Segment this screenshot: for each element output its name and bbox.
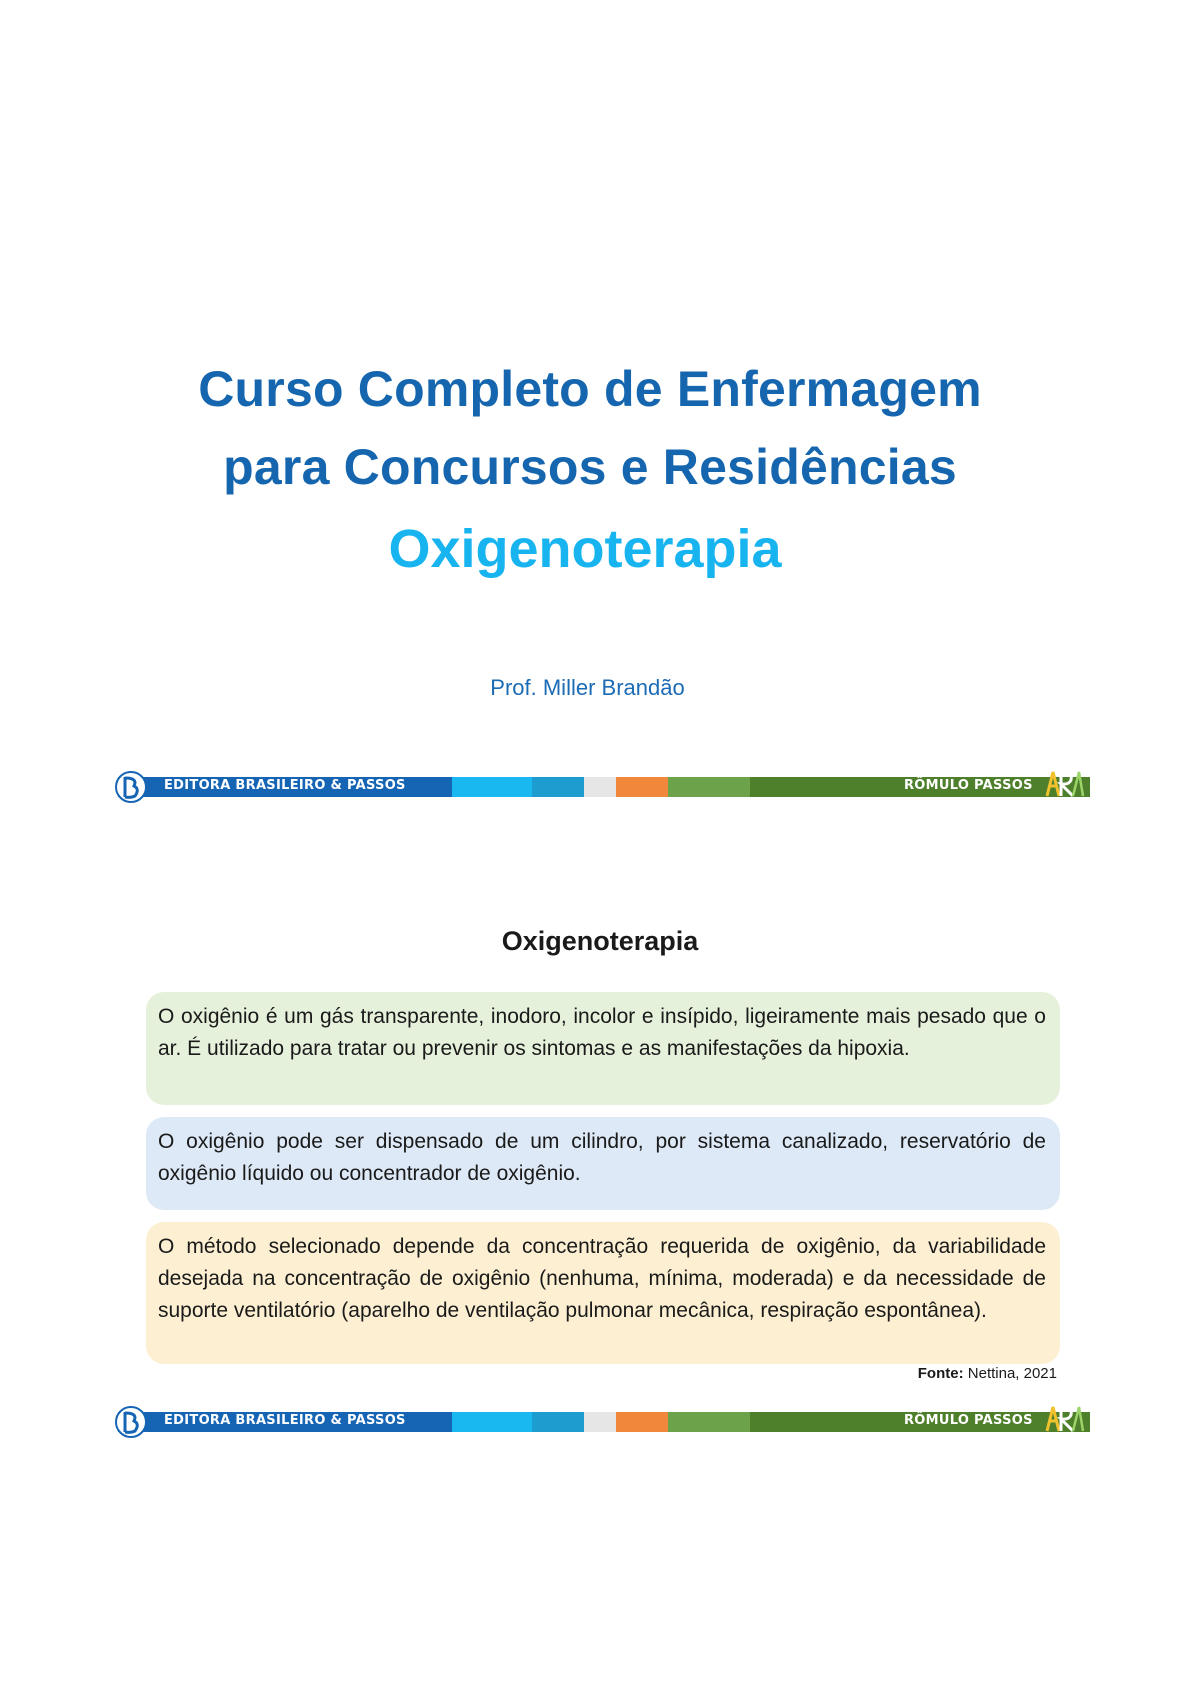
- band-segment: [616, 777, 668, 797]
- source-label: Fonte:: [917, 1365, 964, 1382]
- band-segment: [584, 1412, 616, 1432]
- course-title-line-2: para Concursos e Residências: [223, 439, 957, 495]
- band-segment: [532, 777, 584, 797]
- info-box-method: O método selecionado depende da concentração requerida de oxigênio, da variabilidade desejada na concentração de oxigênio (nenhuma, mínima, moderada) e da necessidade de suporte ventilatório (aparelho de ventilação pulmonar mecânica, respiração espontânea).: [146, 1222, 1060, 1364]
- band-segment: [532, 1412, 584, 1432]
- source-citation: [918, 1365, 1057, 1382]
- band-segment: [452, 777, 532, 797]
- course-subtitle: Oxigenoterapia: [388, 519, 782, 579]
- brand-label: RÔMULO PASSOS: [904, 1413, 1033, 1428]
- info-box-definition: O oxigênio é um gás transparente, inodoro, incolor e insípido, ligeiramente mais pesado que o ar. É utilizado para tratar ou prevenir os sintomas e as manifestações da hipoxia.: [146, 992, 1060, 1105]
- band-segment: [452, 1412, 532, 1432]
- publisher-footer-band: [118, 777, 1090, 797]
- romulo-passos-logo-icon: [1043, 768, 1085, 800]
- publisher-footer-band: [118, 1412, 1090, 1432]
- publisher-label: EDITORA BRASILEIRO & PASSOS: [164, 1413, 406, 1428]
- course-title-line-1: Curso Completo de Enfermagem: [198, 361, 982, 417]
- editora-logo-icon: [114, 1405, 148, 1439]
- band-segment: [616, 1412, 668, 1432]
- band-segment: [584, 777, 616, 797]
- author-name: Prof. Miller Brandão: [490, 675, 685, 700]
- editora-logo-icon: [114, 770, 148, 804]
- source-value: Nettina, 2021: [967, 1365, 1057, 1382]
- section-heading: Oxigenoterapia: [501, 926, 699, 956]
- band-segment: [668, 777, 750, 797]
- romulo-passos-logo-icon: [1043, 1403, 1085, 1435]
- title-slide: [0, 0, 1200, 820]
- info-box-sources: O oxigênio pode ser dispensado de um cilindro, por sistema canalizado, reservatório de oxigênio líquido ou concentrador de oxigênio.: [146, 1117, 1060, 1210]
- publisher-label: EDITORA BRASILEIRO & PASSOS: [164, 778, 406, 793]
- brand-label: RÔMULO PASSOS: [904, 778, 1033, 793]
- band-segment: [668, 1412, 750, 1432]
